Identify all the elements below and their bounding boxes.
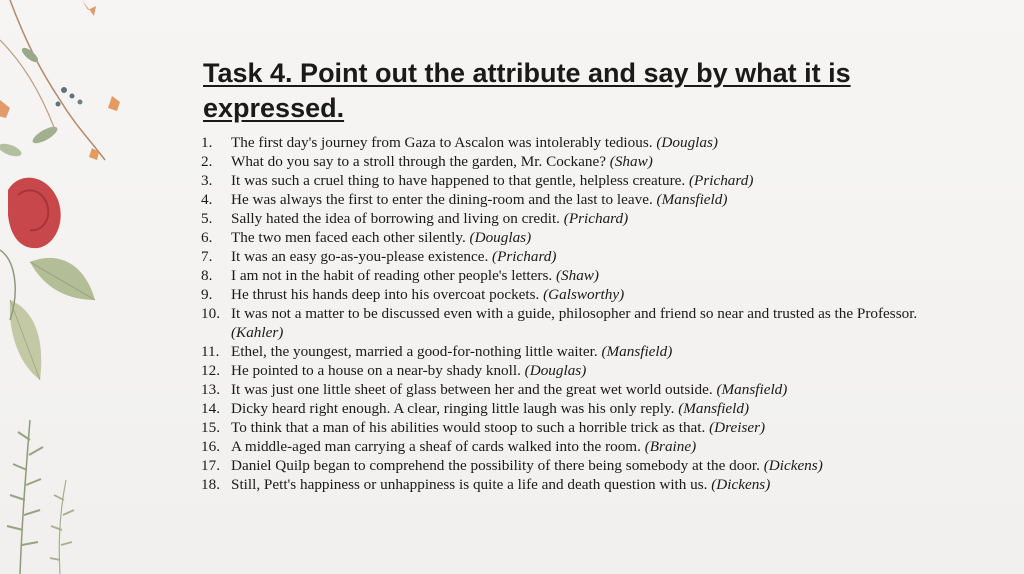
item-source: (Kahler) (231, 324, 284, 341)
list-item (201, 304, 931, 342)
item-number: 12. (201, 362, 220, 379)
item-text: I am not in the habit of reading other people's letters. (231, 267, 556, 284)
item-text: The first day's journey from Gaza to Ascalon was intolerably tedious. (231, 134, 657, 151)
item-text: Still, Pett's happiness or unhappiness is quite a life and death question with us. (231, 476, 712, 493)
item-source: (Prichard) (563, 210, 629, 227)
item-text: Dicky heard right enough. A clear, ringing little laugh was his only reply. (231, 400, 679, 417)
list-item (201, 399, 931, 418)
list-item (201, 361, 931, 380)
item-number: 7. (201, 248, 213, 265)
item-text: He pointed to a house on a near-by shady knoll. (231, 362, 525, 379)
item-number: 9. (201, 286, 213, 303)
item-source: (Mansfield) (656, 191, 728, 208)
item-source: (Prichard) (689, 172, 754, 189)
item-number: 5. (201, 210, 213, 227)
list-item (201, 456, 931, 475)
item-source: (Mansfield) (601, 343, 673, 360)
list-item (201, 247, 931, 266)
item-text: It was such a cruel thing to have happened to that gentle, helpless creature. (231, 172, 689, 189)
item-source: (Galsworthy) (543, 286, 625, 303)
list-item (201, 266, 931, 285)
list-item (201, 190, 931, 209)
list-item (201, 152, 931, 171)
list-item (201, 285, 931, 304)
list-item (201, 437, 931, 456)
list-item (201, 418, 931, 437)
item-number: 8. (201, 267, 213, 284)
item-source: (Mansfield) (716, 381, 788, 398)
item-number: 14. (201, 400, 220, 417)
item-number: 6. (201, 229, 213, 246)
list-item (201, 171, 931, 190)
item-source: (Braine) (644, 438, 697, 455)
item-text: He was always the first to enter the dining-room and the last to leave. (231, 191, 657, 208)
item-text: Ethel, the youngest, married a good-for-nothing little waiter. (231, 343, 602, 360)
item-text: He thrust his hands deep into his overcoat pockets. (231, 286, 544, 303)
item-text: To think that a man of his abilities would stoop to such a horrible trick as that. (231, 419, 710, 436)
item-number: 11. (201, 343, 220, 360)
item-source: (Mansfield) (678, 400, 750, 417)
item-text: Daniel Quilp began to comprehend the possibility of there being somebody at the door. (231, 457, 764, 474)
list-item (201, 228, 931, 247)
item-text: It was not a matter to be discussed even with a guide, philosopher and friend so near and trusted as the Professor. (231, 305, 918, 322)
item-text: It was an easy go-as-you-please existence. (231, 248, 493, 265)
list-item (201, 209, 931, 228)
item-source: (Dreiser) (709, 419, 766, 436)
sentence-list (201, 133, 931, 494)
item-source: (Douglas) (524, 362, 587, 379)
item-number: 2. (201, 153, 213, 170)
item-source: (Douglas) (469, 229, 532, 246)
list-item (201, 380, 931, 399)
item-number: 4. (201, 191, 213, 208)
item-number: 13. (201, 381, 220, 398)
list-item (201, 475, 931, 494)
item-text: It was just one little sheet of glass between her and the great wet world outside. (231, 381, 717, 398)
floral-decoration (0, 0, 160, 574)
item-source: (Douglas) (656, 134, 718, 151)
list-item (201, 133, 931, 152)
item-source: (Shaw) (555, 267, 599, 284)
item-number: 1. (201, 134, 213, 151)
item-number: 10. (201, 305, 220, 322)
item-number: 3. (201, 172, 213, 189)
item-source: (Shaw) (609, 153, 653, 170)
item-text: Sally hated the idea of borrowing and living on credit. (231, 210, 564, 227)
item-number: 15. (201, 419, 220, 436)
item-source: (Dickens) (711, 476, 771, 493)
item-text: A middle-aged man carrying a sheaf of cards walked into the room. (231, 438, 645, 455)
item-text: The two men faced each other silently. (231, 229, 470, 246)
item-source: (Dickens) (763, 457, 823, 474)
item-number: 16. (201, 438, 220, 455)
item-number: 18. (201, 476, 220, 493)
list-item (201, 342, 931, 361)
page-title: Task 4. Point out the attribute and say by what it is expressed. (203, 58, 851, 123)
item-text: What do you say to a stroll through the garden, Mr. Cockane? (231, 153, 610, 170)
item-source: (Prichard) (492, 248, 557, 265)
item-number: 17. (201, 457, 220, 474)
